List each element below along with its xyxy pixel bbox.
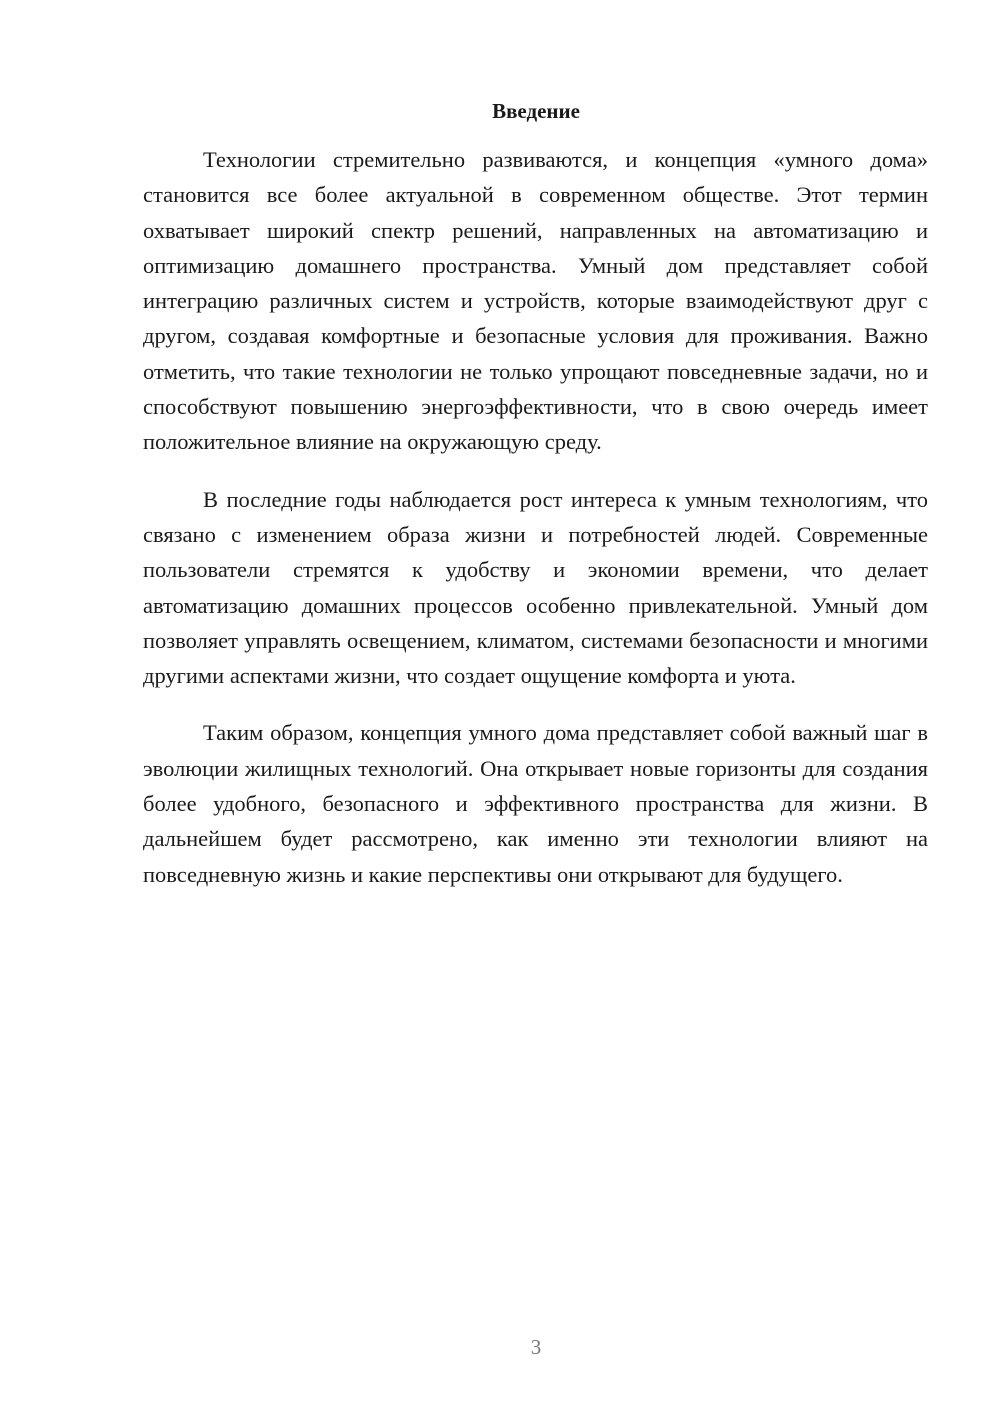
body-text: [143, 142, 928, 892]
paragraph-2: В последние годы наблюдается рост интереса к умным технологиям, что связано с изменением образа жизни и потребностей людей. Современные пользователи стремятся к удобству и экономии времени, что делает автоматизацию домашних процессов особенно привлекательной. Умный дом позволяет управлять освещением, климатом, системами безопасности и многими другими аспектами жизни, что создает ощущение комфорта и уюта.: [143, 486, 928, 689]
paragraph-3: Таким образом, концепция умного дома представляет собой важный шаг в эволюции жилищных технологий. Она открывает новые горизонты для создания более удобного, безопасного и эффективного пространства для жизни. В дальнейшем будет рассмотрено, как именно эти технологии влияют на повседневную жизнь и какие перспективы они открывают для будущего.: [143, 720, 928, 887]
paragraph-1: Технологии стремительно развиваются, и концепция «умного дома» становится все более актуальной в современном обществе. Этот термин охватывает широкий спектр решений, направленных на автоматизацию и оптимизацию домашнего пространства. Умный дом представляет собой интеграцию различных систем и устройств, которые взаимодействуют друг с другом, создавая комфортные и безопасные условия для проживания. Важно отметить, что такие технологии не только упрощают повседневные задачи, но и способствуют повышению энергоэффективности, что в свою очередь имеет положительное влияние на окружающую среду.: [143, 147, 928, 455]
page-number: 3: [530, 1335, 542, 1359]
section-heading: Введение: [492, 99, 580, 123]
